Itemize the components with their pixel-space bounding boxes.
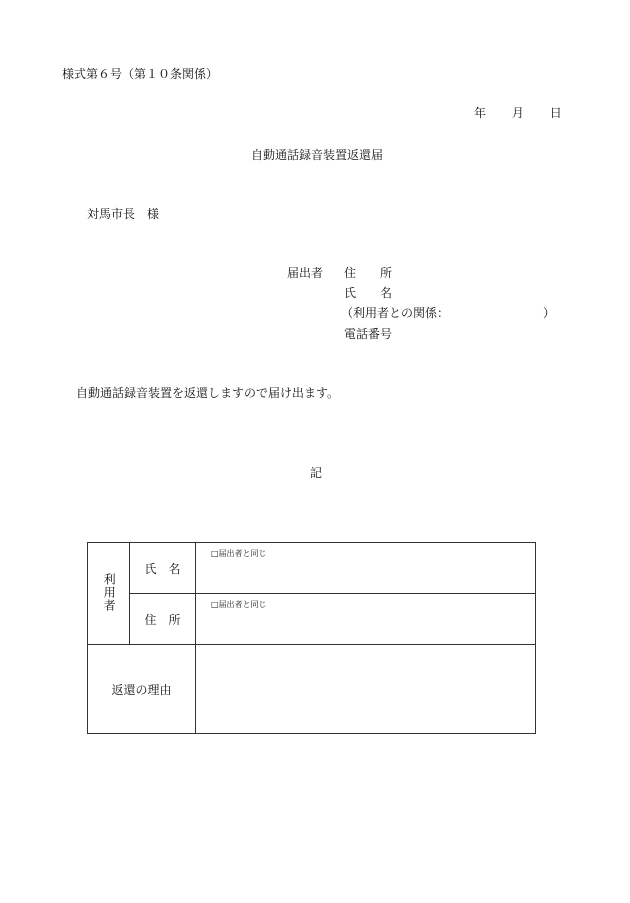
user-address-label-cell [130,594,196,645]
same-as-applicant-checkbox-name[interactable]: □届出者と同じ [211,549,267,558]
date-month-label: 月 [511,106,524,120]
body-text: 自動通話録音装置を返還しますので届け出ます。 [76,386,340,400]
reason-label-cell [88,645,196,734]
relation-close-paren: ） [543,306,556,320]
applicant-phone-label: 電話番号 [344,327,393,341]
user-header-cell [88,543,130,645]
relation-label: （利用者との関係： [341,306,450,320]
user-address-label: 住 所 [144,612,181,627]
date-line [474,107,562,119]
document-title: 自動通話録音装置返還届 [251,148,384,162]
user-name-field[interactable] [196,543,536,594]
date-day-label: 日 [549,106,562,120]
user-header-label: 利用者 [102,572,117,612]
user-name-label: 氏 名 [144,561,181,576]
applicant-address-label: 住 所 [344,266,393,280]
form-number: 様式第６号（第１０条関係） [62,67,219,81]
date-year-label: 年 [474,106,487,120]
reason-label: 返還の理由 [111,682,172,697]
same-as-applicant-checkbox-address[interactable]: □届出者と同じ [211,600,267,609]
addressee: 対馬市長 様 [87,207,160,221]
ki-heading: 記 [310,466,323,480]
reason-field[interactable] [196,645,536,734]
applicant-name-label: 氏 名 [344,286,393,300]
user-address-field[interactable] [196,594,536,645]
user-info-table [87,542,536,734]
user-name-label-cell [130,543,196,594]
applicant-label: 届出者 [287,266,324,280]
